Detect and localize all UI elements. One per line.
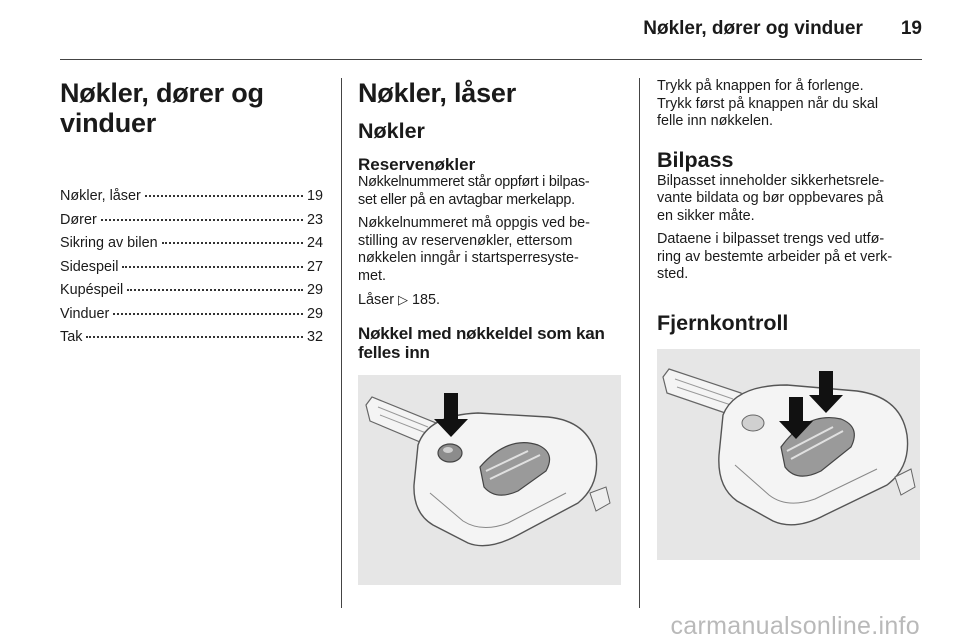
- toc-label: Nøkler, låser: [60, 188, 141, 204]
- text-line: Bilpasset inneholder sikkerhetsrele-: [657, 172, 885, 189]
- toc-leader: [145, 181, 303, 197]
- toc-page: 32: [306, 329, 323, 345]
- toc-page: 19: [306, 188, 323, 204]
- toc-label: Kupéspeil: [60, 282, 124, 298]
- text-line: met.: [358, 267, 386, 284]
- toc-label: Tak: [60, 329, 83, 345]
- release-button: [438, 444, 462, 462]
- toc-leader: [113, 299, 303, 315]
- text-line: en sikker måte.: [657, 207, 755, 224]
- text-line: stilling av reservenøkler, ettersom: [358, 232, 573, 249]
- section-title: Nøkler, låser: [358, 78, 517, 108]
- heading-line: Nøkkel med nøkkeldel som kan: [358, 323, 605, 343]
- remote-control-illustration: [657, 349, 920, 560]
- running-header-title: Nøkler, dører og vinduer: [643, 18, 863, 39]
- toc-page: 23: [306, 211, 323, 228]
- fold-key-paragraph: [657, 78, 922, 131]
- spare-keys-heading: Reservenøkler: [358, 155, 476, 174]
- chapter-title-line-2: vinduer: [60, 108, 157, 138]
- table-of-contents: [60, 184, 323, 349]
- heading-line: felles inn: [358, 342, 430, 362]
- release-button-highlight: [443, 447, 453, 453]
- release-button: [742, 415, 764, 431]
- text-line: Trykk på knappen for å forlenge.: [657, 78, 864, 94]
- pass-and-remote-column: [657, 78, 922, 336]
- key-ring-loop: [590, 487, 610, 511]
- subsection-title: Nøkler: [358, 119, 425, 143]
- reference-arrow-icon: ▷: [398, 292, 408, 307]
- folding-key-drawing: [358, 375, 621, 585]
- text-line: vante bildata og bør oppbevares på: [657, 190, 884, 206]
- text-line: nøkkelen inngår i startsperresyste-: [358, 250, 579, 266]
- toc-leader: [86, 322, 303, 338]
- toc-label: Sidespeil: [60, 258, 119, 275]
- page-number: 19: [900, 18, 922, 39]
- running-header: [60, 18, 922, 50]
- text-line: Nøkkelnummeret må oppgis ved be-: [358, 215, 590, 231]
- chapter-title-line-1: Nøkler, dører og: [60, 78, 264, 108]
- toc-label: Sikring av bilen: [60, 235, 158, 251]
- reference-page: 185.: [412, 292, 441, 308]
- remote-control-drawing: [657, 349, 920, 560]
- folding-key-illustration: [358, 375, 621, 585]
- column-divider-2: [639, 78, 640, 608]
- toc-page: 29: [306, 305, 323, 322]
- chapter-column: [60, 78, 323, 349]
- toc-leader: [122, 252, 303, 268]
- toc-label: Dører: [60, 211, 97, 228]
- spare-keys-paragraph-2: [358, 215, 622, 285]
- toc-leader: [162, 228, 303, 244]
- toc-leader: [101, 205, 303, 221]
- toc-leader: [127, 275, 303, 291]
- toc-entry[interactable]: [60, 325, 323, 349]
- text-line: Dataene i bilpasset trengs ved utfø-: [657, 231, 885, 247]
- cross-reference[interactable]: [358, 291, 622, 310]
- keys-column: [358, 78, 622, 362]
- toc-label: Vinduer: [60, 305, 110, 322]
- remote-control-title: Fjernkontroll: [657, 310, 789, 335]
- text-line: Nøkkelnummeret står oppført i bilpas-: [358, 174, 590, 190]
- toc-page: 27: [306, 258, 323, 275]
- car-pass-paragraph-1: [657, 173, 922, 226]
- header-rule: [60, 59, 922, 60]
- text-line: Trykk først på knappen når du skal: [657, 95, 879, 112]
- column-divider-1: [341, 78, 342, 608]
- reference-label: Låser: [358, 292, 394, 308]
- spare-keys-paragraph-1: [358, 174, 622, 209]
- fold-key-heading: [358, 324, 622, 362]
- text-line: sted.: [657, 266, 689, 282]
- toc-page: 29: [306, 282, 323, 298]
- watermark: carmanualsonline.info: [670, 612, 920, 640]
- car-pass-title: Bilpass: [657, 147, 734, 172]
- text-line: ring av bestemte arbeider på et verk-: [657, 248, 893, 265]
- text-line: felle inn nøkkelen.: [657, 113, 773, 129]
- car-pass-paragraph-2: [657, 231, 922, 284]
- text-line: set eller på en avtagbar merkelapp.: [358, 191, 575, 208]
- chapter-title: [60, 78, 323, 138]
- toc-page: 24: [306, 235, 323, 251]
